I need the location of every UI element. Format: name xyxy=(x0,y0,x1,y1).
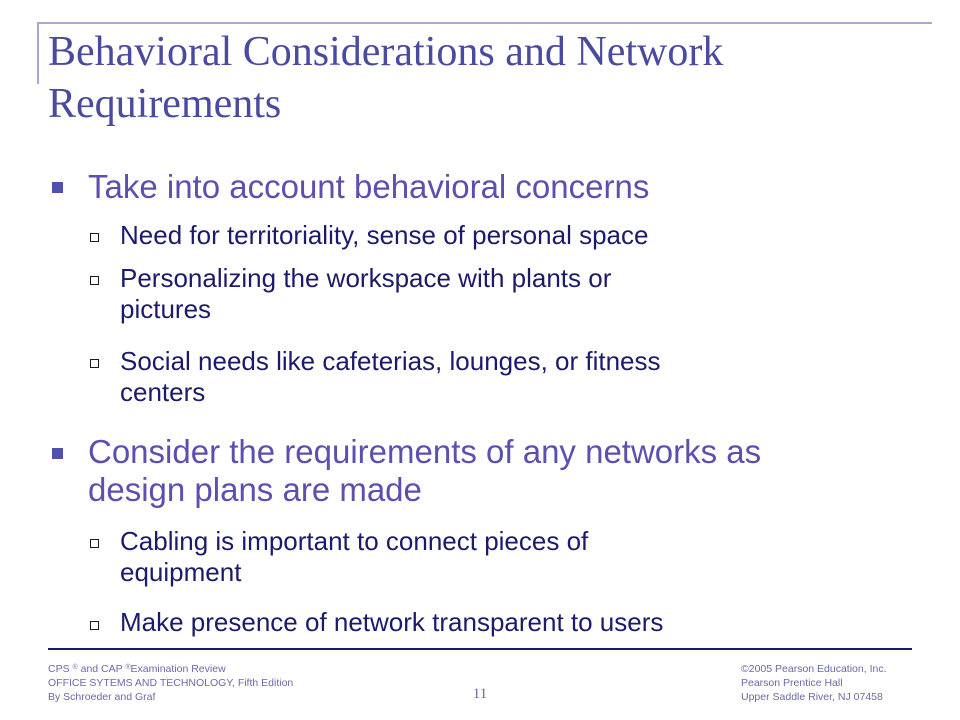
footer-right-line-2: Pearson Prentice Hall xyxy=(741,677,843,689)
sub-bullet-1-2-line2: pictures xyxy=(120,294,212,324)
page-number: 11 xyxy=(472,686,488,702)
title-line-2: Requirements xyxy=(48,81,282,127)
hollow-square-bullet-icon xyxy=(90,359,99,368)
sub-bullet-1-3-line1: Social needs like cafeterias, lounges, or fitness xyxy=(120,346,661,376)
footer-rule xyxy=(48,648,912,650)
sub-bullet-1-3-line2: centers xyxy=(120,377,206,407)
sub-bullet-2-2: Make presence of network transparent to users xyxy=(120,607,664,637)
hollow-square-bullet-icon xyxy=(90,621,99,630)
footer-left-line-2: OFFICE SYTEMS AND TECHNOLOGY, Fifth Edition xyxy=(48,677,294,689)
sub-bullet-1-2-line1: Personalizing the workspace with plants or xyxy=(120,263,612,293)
title-line-1: Behavioral Considerations and Network xyxy=(48,29,724,75)
footer-right-line-1: ©2005 Pearson Education, Inc. xyxy=(741,663,887,675)
sub-bullet-2-1-line1: Cabling is important to connect pieces of xyxy=(120,526,589,556)
hollow-square-bullet-icon xyxy=(90,276,99,285)
bullet-2-text-line2: design plans are made xyxy=(88,471,422,508)
bullet-1-text: Take into account behavioral concerns xyxy=(88,168,650,205)
sub-bullet-2-1-line2: equipment xyxy=(120,557,242,587)
square-bullet-icon xyxy=(52,182,63,193)
hollow-square-bullet-icon xyxy=(90,233,99,242)
hollow-square-bullet-icon xyxy=(90,539,99,548)
footer-left-line-1: CPS ® and CAP ®Examination Review xyxy=(48,663,226,675)
square-bullet-icon xyxy=(52,448,63,459)
bullet-2-text-line1: Consider the requirements of any networks as xyxy=(88,433,762,470)
footer-left-line-3: By Schroeder and Graf xyxy=(48,691,156,703)
footer-right-line-3: Upper Saddle River, NJ 07458 xyxy=(741,691,883,703)
footer-right xyxy=(741,662,887,704)
footer-left xyxy=(48,662,293,704)
sub-bullet-1-1: Need for territoriality, sense of personal space xyxy=(120,220,649,250)
